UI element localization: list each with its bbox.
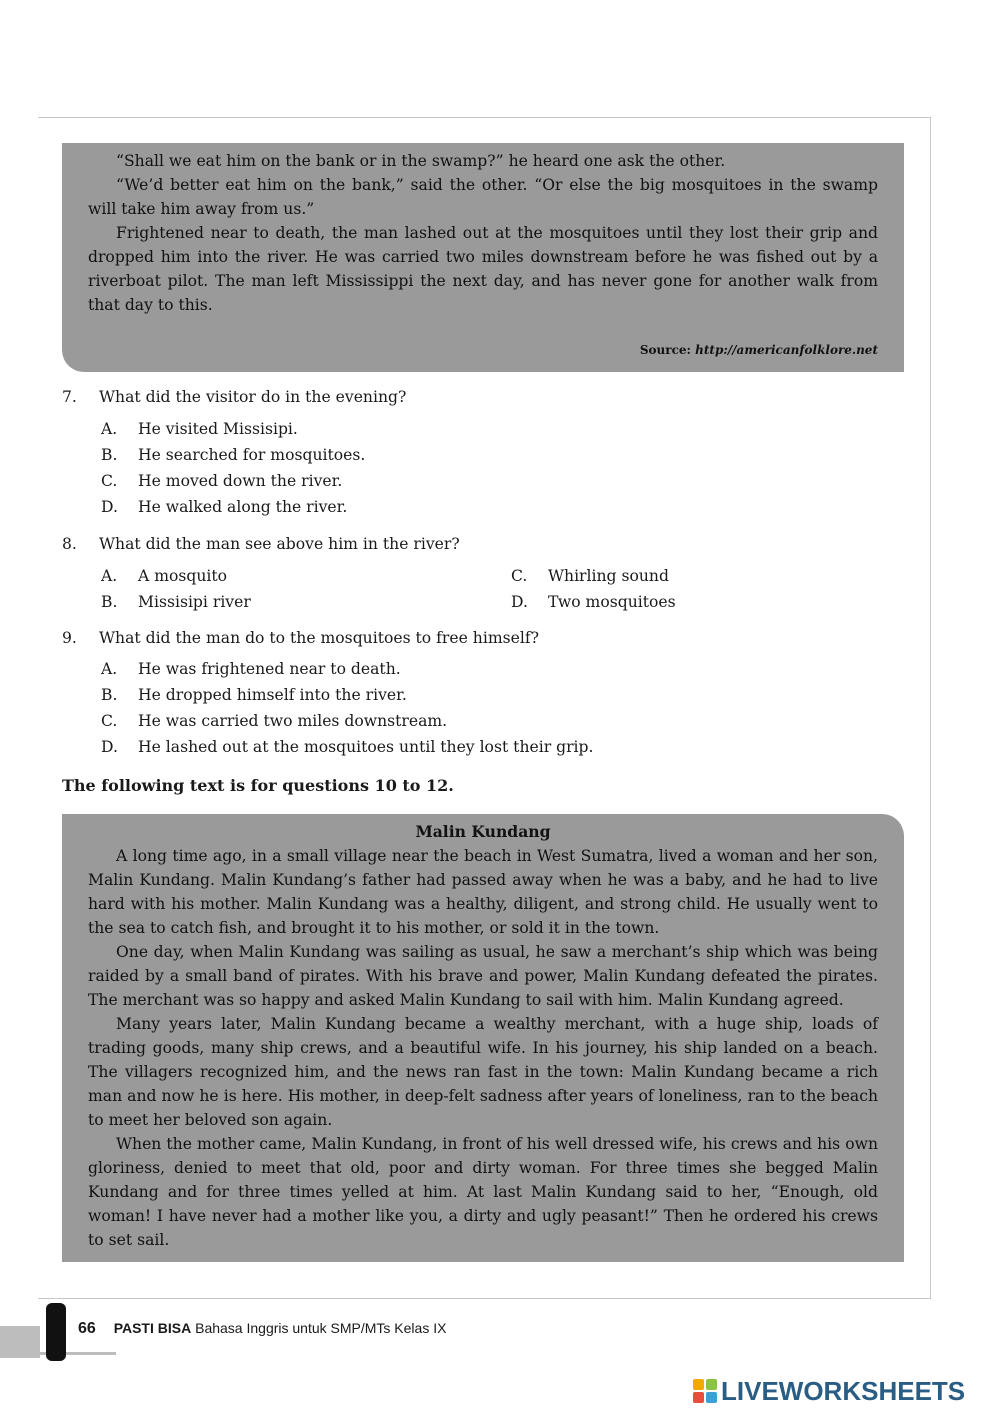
footer-decoration [0, 1326, 40, 1358]
question-number: 9. [62, 629, 77, 647]
option-a[interactable]: A. He visited Missisipi. [101, 420, 298, 438]
question-number: 8. [62, 535, 77, 553]
option-c[interactable]: C. He was carried two miles downstream. [101, 712, 448, 730]
book-title-bold: PASTI BISA [113, 1320, 192, 1336]
section-instruction: The following text is for questions 10 to 12. [62, 776, 454, 795]
option-b[interactable]: B. Missisipi river [101, 593, 251, 611]
option-a[interactable]: A. A mosquito [101, 567, 228, 585]
option-a[interactable]: A. He was frightened near to death. [101, 660, 401, 678]
page-footer [78, 1320, 446, 1338]
option-d[interactable]: D. Two mosquitoes [511, 593, 676, 611]
option-c[interactable]: C. Whirling sound [511, 567, 669, 585]
passage-paragraph: Many years later, Malin Kundang became a wealthy merchant, with a huge ship, loads of trading goods, many ship crews, and a beautiful wife. In his journey, his ship landed on a beach. The villagers recognized him, and the news ran fast in the town: Malin Kundang became a rich man and now he is here. His mother, in deep-felt sadness after years of loneliness, ran to the beach to meet her beloved son again. [88, 1015, 878, 1129]
question-number: 7. [62, 388, 77, 406]
option-b[interactable]: B. He searched for mosquitoes. [101, 446, 366, 464]
option-c[interactable]: C. He moved down the river. [101, 472, 343, 490]
question-text: What did the man do to the mosquitoes to free himself? [99, 629, 539, 647]
passage-paragraph: One day, when Malin Kundang was sailing as usual, he saw a merchant’s ship which was being raided by a small band of pirates. With his brave and power, Malin Kundang defeated the pirates. The merchant was so happy and asked Malin Kundang to sail with him. Malin Kundang agreed. [88, 943, 878, 1009]
passage-paragraph: “We’d better eat him on the bank,” said the other. “Or else the big mosquitoes in the swamp will take him away from us.” [88, 176, 878, 218]
book-title: Bahasa Inggris untuk SMP/MTs Kelas IX [195, 1320, 447, 1336]
passage-box-1 [62, 143, 904, 372]
liveworksheets-logo-icon [693, 1379, 717, 1403]
watermark-text: LIVEWORKSHEETS [721, 1375, 966, 1406]
option-b[interactable]: B. He dropped himself into the river. [101, 686, 407, 704]
passage-paragraph: Frightened near to death, the man lashed out at the mosquitoes until they lost their grip and dropped him into the river. He was carried two miles downstream before he was fished out by a riverboat pilot. The man left Mississippi the next day, and has never gone for another walk from that day to this. [88, 224, 878, 314]
source-url: http://americanfolklore.net [695, 343, 878, 357]
question-text: What did the visitor do in the evening? [99, 388, 407, 406]
question-text: What did the man see above him in the river? [99, 535, 460, 553]
liveworksheets-watermark[interactable] [693, 1375, 966, 1406]
option-d[interactable]: D. He walked along the river. [101, 498, 348, 516]
footer-tab [46, 1303, 66, 1361]
page-number: 66 [78, 1320, 96, 1337]
passage-paragraph: “Shall we eat him on the bank or in the swamp?” he heard one ask the other. [116, 152, 726, 170]
passage-box-2 [62, 814, 904, 1262]
source-citation [640, 338, 878, 362]
story-title: Malin Kundang [415, 822, 551, 841]
passage-paragraph: When the mother came, Malin Kundang, in front of his well dressed wife, his crews and his own gloriness, denied to meet that old, poor and dirty woman. For three times she begged Malin Kundang and for three times yelled at him. At last Malin Kundang said to her, “Enough, old woman! I have never had a mother like you, a dirty and ugly peasant!” Then he ordered his crews to set sail. [88, 1135, 878, 1249]
passage-paragraph: A long time ago, in a small village near the beach in West Sumatra, lived a woman and her son, Malin Kundang. Malin Kundang’s father had passed away when he was a baby, and he had to live hard with his mother. Malin Kundang was a healthy, diligent, and strong child. He usually went to the sea to catch fish, and brought it to his mother, or sold it in the town. [88, 847, 878, 937]
option-d[interactable]: D. He lashed out at the mosquitoes until they lost their grip. [101, 738, 594, 756]
source-label: Source: [639, 343, 691, 357]
